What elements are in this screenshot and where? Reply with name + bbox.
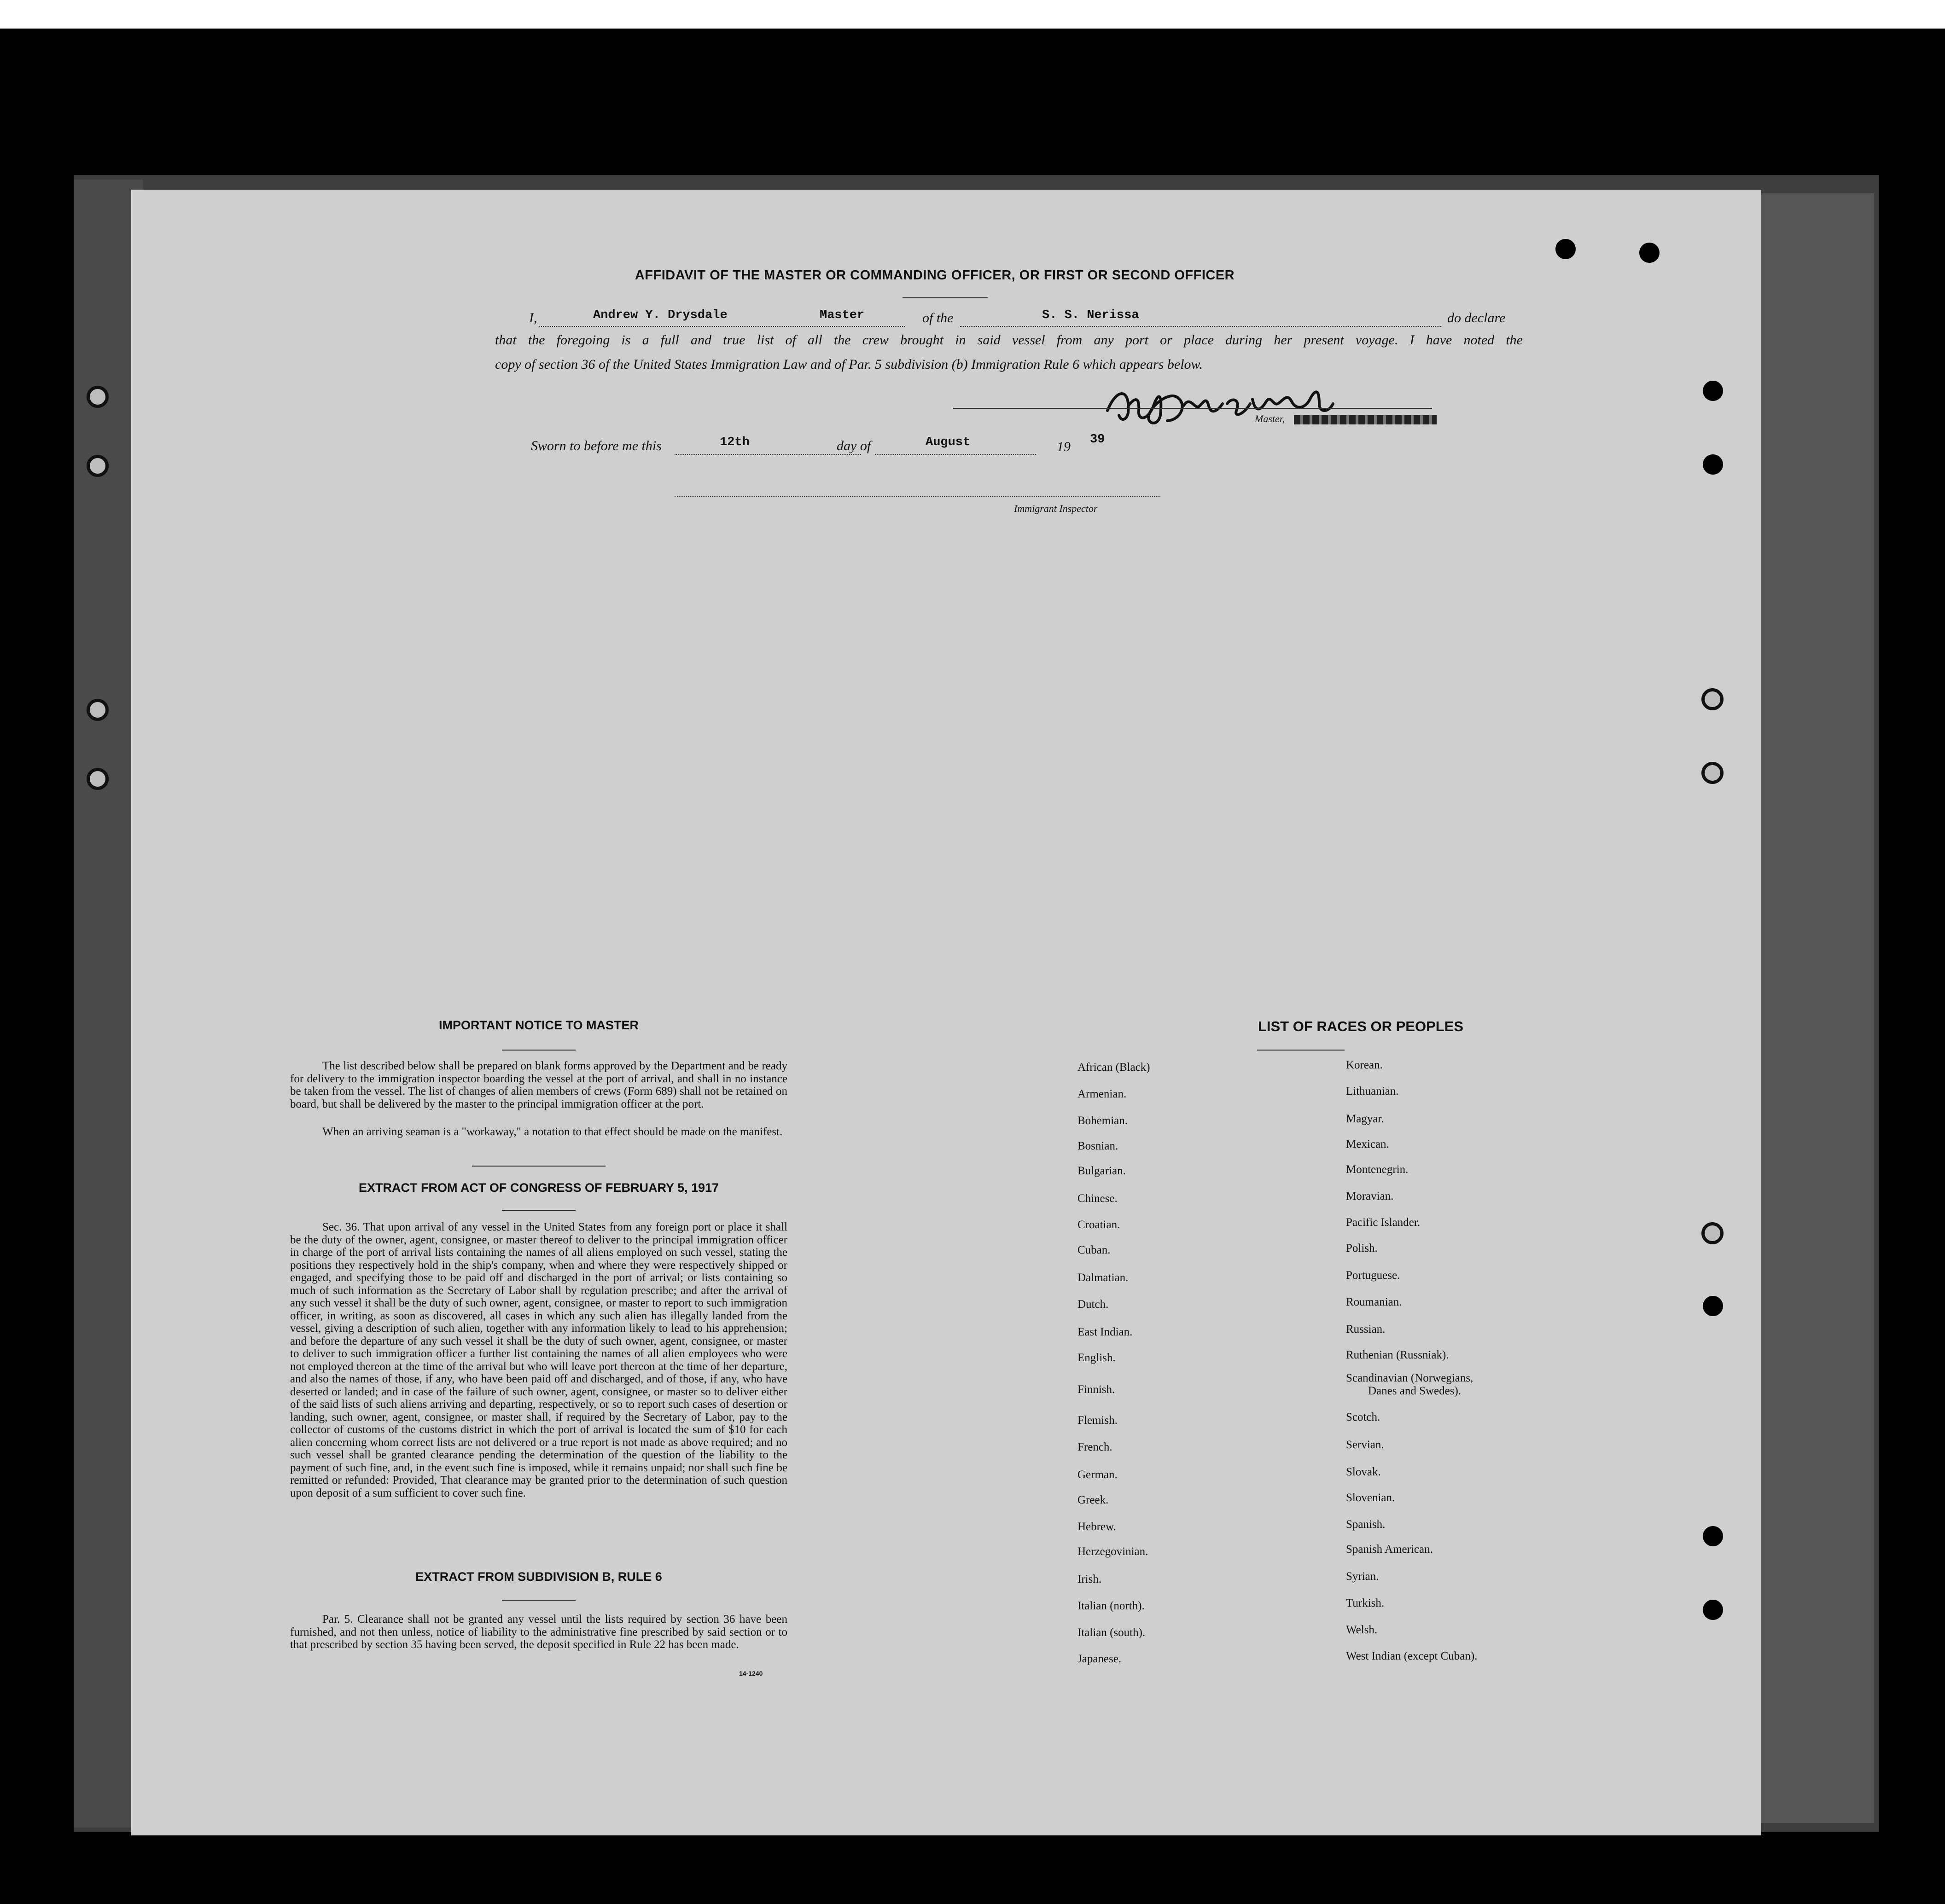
punch-hole — [1703, 381, 1723, 401]
of-the-label: of the — [922, 310, 954, 325]
notice-paragraph-2: When an arriving seaman is a "workaway," a notation to that effect should be made on the manifest. — [322, 1126, 783, 1138]
race-item: Moravian. — [1346, 1190, 1394, 1202]
declaration-line-3: copy of section 36 of the United States Immigration Law and of Par. 5 subdivision (b) Immigration Rule 6 which appears below. — [495, 357, 1203, 372]
act-extract-title: EXTRACT FROM ACT OF CONGRESS OF FEBRUARY 5, 1917 — [358, 1181, 719, 1195]
form-number: 14-1240 — [739, 1670, 763, 1677]
punch-hole — [1703, 454, 1723, 475]
punch-hole — [1639, 243, 1660, 263]
punch-hole — [1701, 1222, 1724, 1244]
race-item: German. — [1077, 1469, 1118, 1481]
race-item: East Indian. — [1077, 1326, 1133, 1338]
race-item: Japanese. — [1077, 1653, 1122, 1665]
punch-hole — [1701, 762, 1724, 784]
punch-hole — [1703, 1600, 1723, 1620]
title-divider — [903, 297, 988, 298]
race-item: Cuban. — [1077, 1244, 1111, 1256]
signature-line — [953, 408, 1432, 409]
name-field-line — [539, 326, 905, 327]
race-item: Magyar. — [1346, 1113, 1384, 1125]
race-item: Welsh. — [1346, 1624, 1378, 1636]
notice-divider — [502, 1050, 576, 1051]
race-item: English. — [1077, 1352, 1116, 1364]
race-item: Croatian. — [1077, 1219, 1120, 1231]
binder-ring-hole — [87, 386, 109, 408]
day-of-label: day of — [837, 438, 871, 453]
race-item: Ruthenian (Russniak). — [1346, 1349, 1449, 1361]
races-divider — [1257, 1050, 1345, 1051]
affidavit-title: AFFIDAVIT OF THE MASTER OR COMMANDING OFFICER, OR FIRST OR SECOND OFFICER — [635, 268, 1235, 283]
vessel-field-line — [960, 326, 1441, 327]
day-field: 12th — [720, 435, 750, 449]
act-divider — [502, 1210, 576, 1211]
punch-hole — [1703, 1526, 1723, 1546]
race-item: Spanish. — [1346, 1518, 1386, 1531]
race-item: African (Black) — [1077, 1061, 1150, 1074]
race-item: Mexican. — [1346, 1138, 1389, 1150]
punch-hole — [1703, 1296, 1723, 1316]
signature-caption: Master, — [1255, 413, 1285, 424]
section-36-text: Sec. 36. That upon arrival of any vessel in the United States from any foreign port or place it shall be the duty of the owner, agent, consignee, or master thereof to deliver to the principal immigration officer in charge of the port of arrival lists containing the names of all aliens employed on such vessel, stating the positions they respectively hold in the ship's company, when and where they were respectively shipped or engaged, and specifying those to be paid off and discharged in the port of arrival; or lists containing so much of such information as the Secretary of Labor shall by regulation prescribe; and after the arrival of any such vessel it shall be the duty of such owner, agent, consignee, or master to report to such immigration officer, in writing, as soon as discovered, all cases in which any such alien has illegally landed from the vessel, giving a description of such alien, together with any information likely to lead to his apprehension; and before the departure of any such vessel it shall be the duty of such owner, agent, consignee, or master to deliver to such immigration officer a further list containing the names of all alien employees who were not employed thereon at the time of the arrival but who will leave port thereon at the time of her departure, and also the names of those, if any, who have been paid off and discharged, and of those, if any, who have deserted or landed; and in case of the failure of such owner, agent, consignee, or master so to deliver either of the said lists of such aliens arriving and departing, respectively, or so to report such cases of desertion or landing, such owner, agent, consignee, or master shall, if required by the Secretary of Labor, pay to the collector of customs of the customs district in which the port of arrival is located the sum of $10 for each alien concerning whom correct lists are not delivered or a true report is not made as above required; and no such vessel shall be granted clearance pending the determination of the question of the liability to the payment of such fine, and, in the event such fine is imposed, while it remains unpaid; nor shall such fine be remitted or refunded: Provided, That clearance may be granted prior to the determination of such question upon deposit of a sum sufficient to cover such fine. — [290, 1221, 787, 1499]
binder-ring-hole — [87, 768, 109, 790]
punch-hole — [1701, 688, 1724, 710]
do-declare-label: do declare — [1447, 310, 1506, 325]
race-item: Chinese. — [1077, 1192, 1118, 1205]
race-item: Dalmatian. — [1077, 1271, 1129, 1284]
race-item: Turkish. — [1346, 1597, 1385, 1609]
year-suffix-field: 39 — [1090, 433, 1105, 447]
race-item: Slovenian. — [1346, 1492, 1395, 1504]
inspector-caption: Immigrant Inspector — [1014, 503, 1098, 514]
rule-6-text: Par. 5. Clearance shall not be granted any vessel until the lists required by section 36 have been furnished, and not then unless, notice of liability to the administrative fine prescribed by said section or to that prescribed by section 35 having been served, the deposit specified in Rule 22 has been made. — [290, 1613, 787, 1651]
race-item: Scotch. — [1346, 1411, 1380, 1423]
race-item: Dutch. — [1077, 1298, 1109, 1311]
race-item: Scandinavian (Norwegians, — [1346, 1372, 1473, 1384]
race-item: Italian (south). — [1077, 1626, 1146, 1639]
race-item: West Indian (except Cuban). — [1346, 1650, 1478, 1662]
race-item-continued: Danes and Swedes). — [1368, 1385, 1462, 1397]
race-item: Russian. — [1346, 1323, 1386, 1335]
month-field-line — [875, 454, 1036, 455]
race-item: Hebrew. — [1077, 1521, 1116, 1533]
race-item: Irish. — [1077, 1573, 1102, 1585]
day-field-line — [675, 454, 861, 455]
race-item: Pacific Islander. — [1346, 1216, 1421, 1229]
year-prefix: 19 — [1057, 439, 1071, 454]
section-divider — [472, 1166, 606, 1167]
race-item: Roumanian. — [1346, 1296, 1402, 1308]
top-margin-band — [0, 0, 1945, 29]
race-item: Slovak. — [1346, 1466, 1381, 1478]
i-label: I, — [529, 310, 537, 325]
binder-ring-hole — [87, 455, 109, 477]
punch-hole — [1555, 239, 1576, 259]
race-item: Montenegrin. — [1346, 1163, 1409, 1176]
race-item: Greek. — [1077, 1494, 1109, 1506]
month-field: August — [926, 435, 971, 449]
rank-field: Master — [820, 308, 865, 322]
race-item: Spanish American. — [1346, 1543, 1433, 1556]
rule-extract-title: EXTRACT FROM SUBDIVISION B, RULE 6 — [415, 1570, 662, 1584]
struck-out-title — [1294, 415, 1437, 424]
race-item: French. — [1077, 1441, 1112, 1453]
race-item: Armenian. — [1077, 1088, 1127, 1100]
race-item: Polish. — [1346, 1242, 1378, 1254]
sworn-label: Sworn to before me this — [531, 438, 662, 453]
race-item: Bosnian. — [1077, 1140, 1118, 1152]
race-item: Servian. — [1346, 1439, 1384, 1451]
races-title: LIST OF RACES OR PEOPLES — [1258, 1018, 1464, 1034]
binder-ring-hole — [87, 699, 109, 721]
master-name-field: Andrew Y. Drysdale — [593, 308, 728, 322]
race-item: Bohemian. — [1077, 1115, 1128, 1127]
notice-paragraph-1: The list described below shall be prepared on blank forms approved by the Department and be ready for delivery to the immigration inspector boarding the vessel at the port of arrival, and shall in no instance be taken from the vessel. The list of changes of alien members of crews (Form 689) shall not be retained on board, but shall be delivered by the master to the principal immigration officer at the port. — [290, 1060, 787, 1110]
race-item: Flemish. — [1077, 1414, 1118, 1427]
race-item: Portuguese. — [1346, 1269, 1400, 1282]
rule-divider — [502, 1600, 576, 1601]
binder-right-edge — [1750, 193, 1874, 1823]
race-item: Lithuanian. — [1346, 1085, 1399, 1097]
race-item: Italian (north). — [1077, 1600, 1145, 1612]
race-item: Finnish. — [1077, 1383, 1115, 1396]
vessel-field: S. S. Nerissa — [1042, 308, 1139, 322]
declaration-line-2: that the foregoing is a full and true list of all the crew brought in said vessel from any port or place during her present voyage. I have noted the — [495, 332, 1523, 348]
race-item: Bulgarian. — [1077, 1165, 1126, 1177]
race-item: Herzegovinian. — [1077, 1545, 1148, 1558]
inspector-signature-line — [675, 496, 1160, 497]
notice-title: IMPORTANT NOTICE TO MASTER — [439, 1018, 639, 1032]
affidavit-page — [131, 190, 1761, 1835]
race-item: Syrian. — [1346, 1570, 1379, 1583]
race-item: Korean. — [1346, 1059, 1383, 1071]
